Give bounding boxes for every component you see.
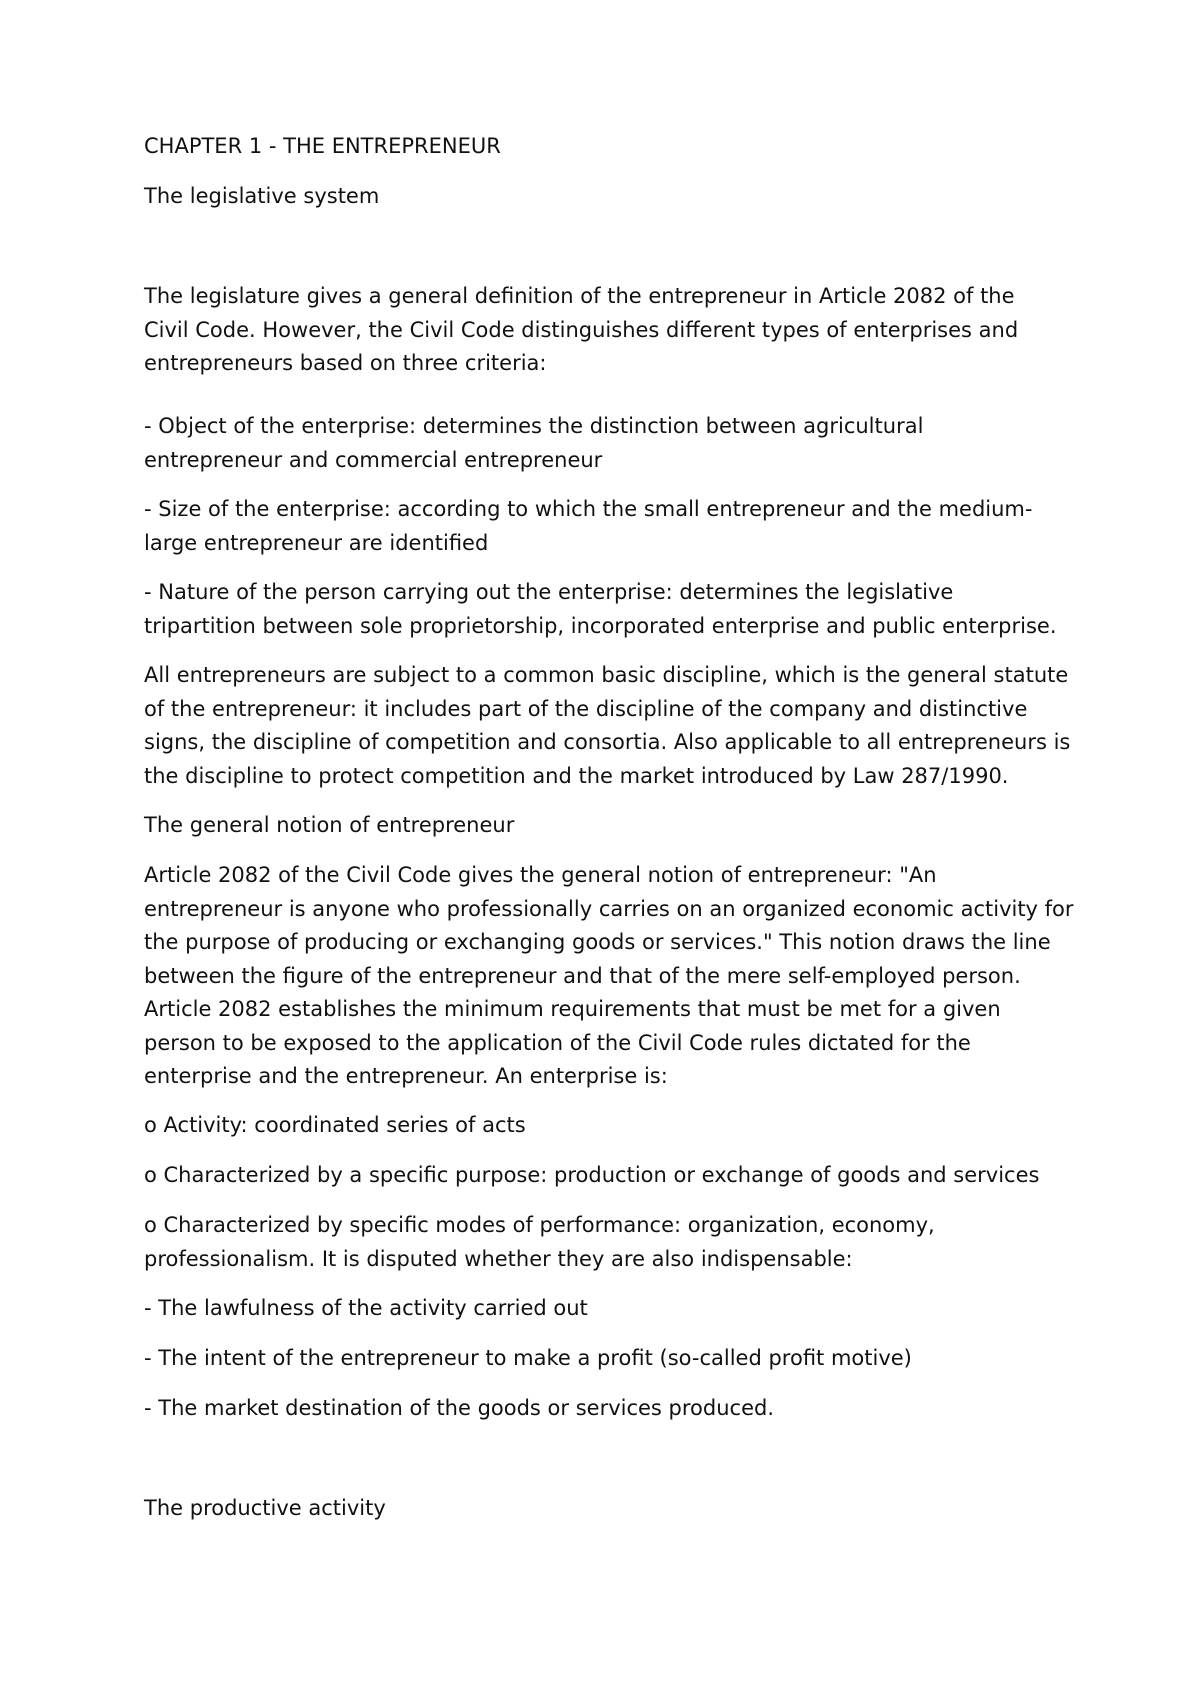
paragraph-line: - The market destination of the goods or services produced. bbox=[144, 1396, 775, 1420]
paragraph-line: entrepreneur and commercial entrepreneur bbox=[144, 447, 603, 472]
section-heading-text: The general notion of entrepreneur bbox=[144, 813, 515, 837]
paragraph-line: - The intent of the entrepreneur to make a profit (so-called profit motive) bbox=[144, 1346, 912, 1370]
intro-paragraph bbox=[144, 280, 1064, 381]
paragraph-line: o Characterized by specific modes of performance: organization, economy, bbox=[144, 1213, 935, 1237]
paragraph-line: tripartition between sole proprietorship, incorporated enterprise and public enterprise. bbox=[144, 613, 1057, 638]
article-paragraph bbox=[144, 859, 1074, 1094]
paragraph-line: of the entrepreneur: it includes part of the discipline of the company and distinctive bbox=[144, 696, 1028, 721]
criteria-item-object bbox=[144, 410, 1064, 477]
paragraph-line: o Activity: coordinated series of acts bbox=[144, 1113, 526, 1137]
paragraph-line: - Size of the enterprise: according to which the small entrepreneur and the medium- bbox=[144, 497, 1033, 521]
paragraph-line: Civil Code. However, the Civil Code distinguishes different types of enterprises and bbox=[144, 317, 1019, 342]
enterprise-item-activity bbox=[144, 1109, 1064, 1143]
paragraph-line: professionalism. It is disputed whether they are also indispensable: bbox=[144, 1246, 853, 1271]
paragraph-line: signs, the discipline of competition and consortia. Also applicable to all entrepreneurs is bbox=[144, 730, 1071, 754]
section-heading-text: The legislative system bbox=[144, 184, 380, 208]
paragraph-line: large entrepreneur are identified bbox=[144, 530, 489, 555]
paragraph-line: Article 2082 of the Civil Code gives the general notion of entrepreneur: "An bbox=[144, 863, 937, 887]
paragraph-line: - The lawfulness of the activity carried out bbox=[144, 1296, 588, 1320]
disputed-item-lawfulness bbox=[144, 1292, 1064, 1326]
paragraph-line: All entrepreneurs are subject to a common basic discipline, which is the general statute bbox=[144, 663, 1069, 687]
chapter-title bbox=[144, 130, 1064, 164]
paragraph-line: - Object of the enterprise: determines the distinction between agricultural bbox=[144, 414, 924, 438]
chapter-title-text: CHAPTER 1 - THE ENTREPRENEUR bbox=[144, 134, 501, 158]
paragraph-line: entrepreneurs based on three criteria: bbox=[144, 351, 547, 375]
paragraph-line: between the figure of the entrepreneur and that of the mere self-employed person. bbox=[144, 963, 1021, 988]
enterprise-item-purpose bbox=[144, 1159, 1064, 1193]
paragraph-line: person to be exposed to the application of the Civil Code rules dictated for the bbox=[144, 1030, 971, 1055]
statute-paragraph bbox=[144, 659, 1071, 793]
criteria-item-nature bbox=[144, 576, 1064, 643]
paragraph-line: o Characterized by a specific purpose: production or exchange of goods and services bbox=[144, 1163, 1040, 1187]
paragraph-line: - Nature of the person carrying out the enterprise: determines the legislative bbox=[144, 580, 954, 604]
section-heading-legislative-system bbox=[144, 180, 1064, 214]
section-heading-text: The productive activity bbox=[144, 1496, 386, 1520]
paragraph-line: the purpose of producing or exchanging goods or services." This notion draws the line bbox=[144, 930, 1051, 954]
paragraph-line: Article 2082 establishes the minimum requirements that must be met for a given bbox=[144, 997, 1001, 1021]
criteria-item-size bbox=[144, 493, 1064, 560]
paragraph-line: entrepreneur is anyone who professionally carries on an organized economic activity for bbox=[144, 896, 1074, 921]
disputed-item-profit bbox=[144, 1342, 1064, 1376]
paragraph-line: The legislature gives a general definition of the entrepreneur in Article 2082 of the bbox=[144, 284, 1015, 308]
paragraph-line: the discipline to protect competition and the market introduced by Law 287/1990. bbox=[144, 763, 1009, 788]
paragraph-line: enterprise and the entrepreneur. An enterprise is: bbox=[144, 1064, 668, 1088]
section-heading-productive-activity bbox=[144, 1492, 1064, 1526]
section-heading-general-notion bbox=[144, 809, 1064, 843]
disputed-item-market bbox=[144, 1392, 1064, 1426]
enterprise-item-modes bbox=[144, 1209, 1064, 1276]
